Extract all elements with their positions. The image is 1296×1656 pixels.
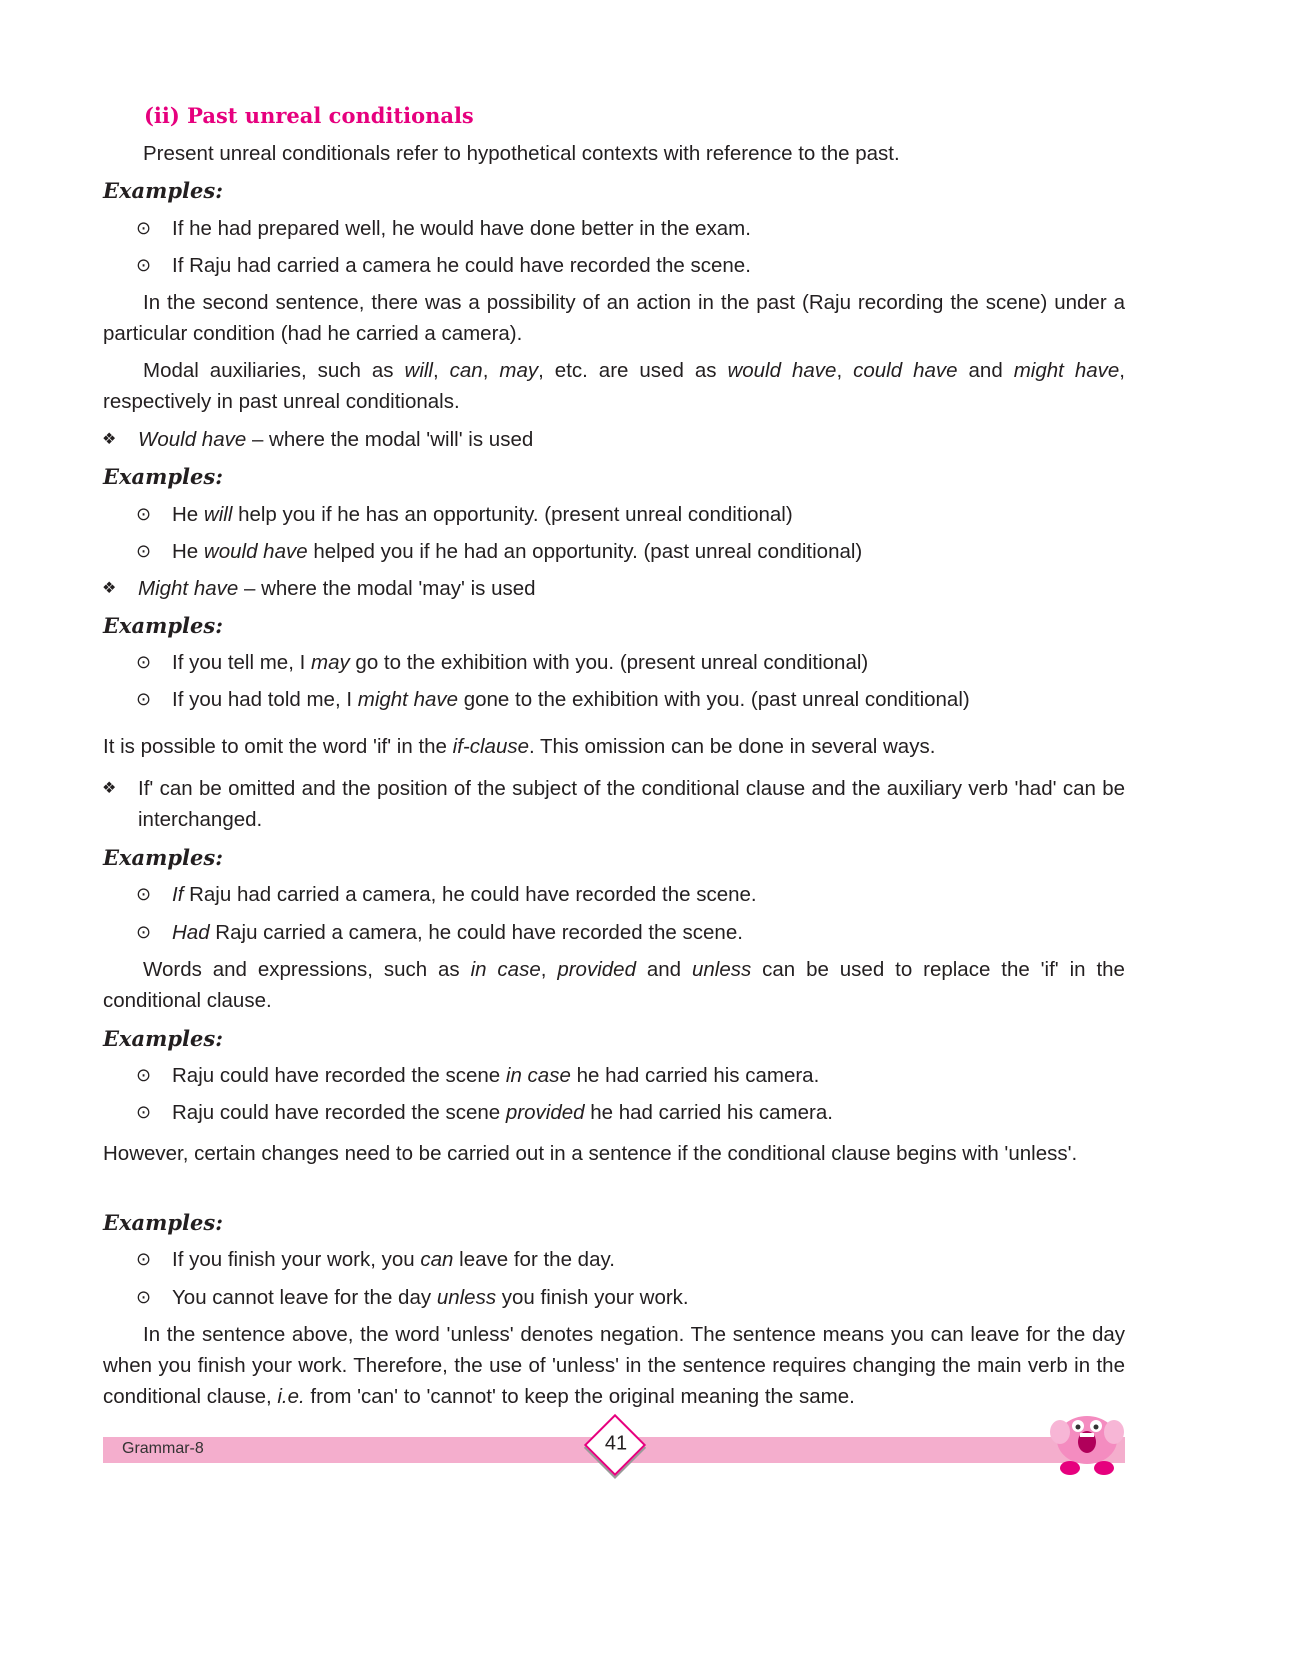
example-item <box>136 647 1125 678</box>
text-run: , <box>432 359 450 382</box>
emphasis-text: can <box>449 359 483 382</box>
monster-mascot-icon <box>1046 1410 1128 1476</box>
example-item <box>136 684 1125 715</box>
emphasis-text: i.e. <box>277 1385 305 1408</box>
examples-label <box>103 842 1125 873</box>
emphasis-text: would have <box>203 540 308 563</box>
text-run: – where the modal 'may' is used <box>238 577 536 600</box>
example-item <box>136 250 1125 281</box>
circle-dot-bullet-icon: ⊙ <box>136 1249 152 1269</box>
footer-band <box>103 1432 1125 1463</box>
text-run: Raju had carried a camera, he could have recorded the scene. <box>183 883 757 906</box>
text-run: , etc. are used as <box>538 359 728 382</box>
text-run: he had carried his camera. <box>584 1101 833 1124</box>
circle-dot-bullet-icon: ⊙ <box>136 1102 152 1122</box>
example-item <box>136 917 1125 948</box>
emphasis-text: unless <box>691 958 752 981</box>
circle-dot-bullet-icon: ⊙ <box>136 689 152 709</box>
circle-dot-bullet-icon: ⊙ <box>136 1065 152 1085</box>
paragraph <box>103 731 1125 762</box>
text-run: from 'can' to 'cannot' to keep the original meaning the same. <box>304 1385 855 1408</box>
emphasis-text: Would have <box>138 428 247 451</box>
text-run: If he had prepared well, he would have done better in the exam. <box>172 217 751 240</box>
emphasis-text: can <box>420 1248 454 1271</box>
text-run: Raju could have recorded the scene <box>172 1101 506 1124</box>
text-run: gone to the exhibition with you. (past unreal conditional) <box>458 688 970 711</box>
text-run: leave for the day. <box>453 1248 615 1271</box>
circle-dot-bullet-icon: ⊙ <box>136 504 152 524</box>
example-item <box>136 536 1125 567</box>
examples-label <box>103 1023 1125 1054</box>
text-run: Examples: <box>103 178 223 203</box>
rule-item <box>102 573 1125 604</box>
diamond-bullet-icon: ❖ <box>102 780 117 797</box>
example-item <box>136 1282 1125 1313</box>
text-run: Modal auxiliaries, such as <box>143 359 405 382</box>
page-number: 41 <box>604 1432 628 1455</box>
circle-dot-bullet-icon: ⊙ <box>136 541 152 561</box>
paragraph <box>103 954 1125 1016</box>
paragraph <box>103 1138 1125 1169</box>
text-run: (ii) Past unreal conditionals <box>144 103 474 128</box>
text-run: Present unreal conditionals refer to hypothetical contexts with reference to the past. <box>143 142 900 165</box>
examples-label <box>103 461 1125 492</box>
emphasis-text: will <box>203 503 233 526</box>
examples-label <box>103 1207 1125 1238</box>
emphasis-text: might have <box>357 688 459 711</box>
emphasis-text: might have <box>1013 359 1120 382</box>
text-run: If' can be omitted and the position of the subject of the conditional clause and the auxiliary verb 'had' can be interchanged. <box>138 777 1125 831</box>
text-run: and <box>635 958 692 981</box>
rule-item <box>102 424 1125 455</box>
text-run: Words and expressions, such as <box>143 958 471 981</box>
text-run: , <box>836 359 854 382</box>
emphasis-text: in case <box>505 1064 571 1087</box>
text-run: Examples: <box>103 464 223 489</box>
emphasis-text: will <box>404 359 433 382</box>
emphasis-text: may <box>311 651 350 674</box>
emphasis-text: provided <box>557 958 636 981</box>
text-run: If Raju had carried a camera he could have recorded the scene. <box>172 254 751 277</box>
rule-item <box>102 773 1125 835</box>
example-item <box>136 1060 1125 1091</box>
text-run: Examples: <box>103 845 223 870</box>
text-run: . This omission can be done in several ways. <box>529 735 936 758</box>
text-run: You cannot leave for the day <box>172 1286 437 1309</box>
paragraph <box>103 138 1125 169</box>
examples-label <box>103 175 1125 206</box>
text-run: , <box>482 359 500 382</box>
emphasis-text: in case <box>470 958 541 981</box>
emphasis-text: unless <box>436 1286 497 1309</box>
example-item <box>136 1097 1125 1128</box>
paragraph <box>103 287 1125 349</box>
text-run: and <box>957 359 1014 382</box>
text-run: If you finish your work, you <box>172 1248 421 1271</box>
circle-dot-bullet-icon: ⊙ <box>136 218 152 238</box>
text-run: go to the exhibition with you. (present unreal conditional) <box>349 651 869 674</box>
emphasis-text: could have <box>853 359 958 382</box>
emphasis-text: provided <box>505 1101 585 1124</box>
emphasis-text: would have <box>727 359 837 382</box>
text-run: In the second sentence, there was a possibility of an action in the past (Raju recording the scene) under a particular condition (had he carried a camera). <box>103 291 1125 345</box>
text-run: Raju could have recorded the scene <box>172 1064 506 1087</box>
text-run: If you had told me, I <box>172 688 358 711</box>
text-run: can be used to replace the 'if' in the conditional clause. <box>103 958 1125 1012</box>
emphasis-text: if-clause <box>452 735 529 758</box>
text-run: , respectively in past unreal conditionals. <box>103 359 1125 413</box>
example-item <box>136 499 1125 530</box>
text-run: In the sentence above, the word 'unless' denotes negation. The sentence means you can leave for the day when you finish your work. Therefore, the use of 'unless' in the sentence requires changing the main verb in the conditional clause, <box>103 1323 1125 1408</box>
circle-dot-bullet-icon: ⊙ <box>136 922 152 942</box>
example-item <box>136 879 1125 910</box>
text-run: He <box>172 503 204 526</box>
emphasis-text: Might have <box>138 577 239 600</box>
text-run: He <box>172 540 204 563</box>
example-item <box>136 213 1125 244</box>
text-run: he had carried his camera. <box>570 1064 820 1087</box>
text-run: However, certain changes need to be carried out in a sentence if the conditional clause begins with 'unless'. <box>103 1142 1078 1165</box>
text-run: Raju carried a camera, he could have recorded the scene. <box>209 921 743 944</box>
circle-dot-bullet-icon: ⊙ <box>136 652 152 672</box>
circle-dot-bullet-icon: ⊙ <box>136 1287 152 1307</box>
text-run: If you tell me, I <box>172 651 311 674</box>
text-run: helped you if he had an opportunity. (past unreal conditional) <box>307 540 863 563</box>
emphasis-text: Had <box>172 921 210 944</box>
circle-dot-bullet-icon: ⊙ <box>136 255 152 275</box>
paragraph <box>103 355 1125 417</box>
text-run: , <box>540 958 558 981</box>
section-heading <box>144 100 1166 131</box>
text-run: you finish your work. <box>496 1286 689 1309</box>
emphasis-text: If <box>172 883 184 906</box>
text-run: It is possible to omit the word 'if' in the <box>103 735 453 758</box>
text-run: help you if he has an opportunity. (present unreal conditional) <box>232 503 793 526</box>
text-run: Examples: <box>103 1026 223 1051</box>
text-run: Examples: <box>103 1210 223 1235</box>
text-run: – where the modal 'will' is used <box>246 428 534 451</box>
diamond-bullet-icon: ❖ <box>102 580 117 597</box>
text-run: Examples: <box>103 613 223 638</box>
book-title: Grammar-8 <box>122 1440 204 1457</box>
diamond-bullet-icon: ❖ <box>102 431 117 448</box>
paragraph <box>103 1319 1125 1412</box>
page-number-badge <box>584 1414 646 1476</box>
example-item <box>136 1244 1125 1275</box>
examples-label <box>103 610 1125 641</box>
circle-dot-bullet-icon: ⊙ <box>136 884 152 904</box>
emphasis-text: may <box>499 359 539 382</box>
